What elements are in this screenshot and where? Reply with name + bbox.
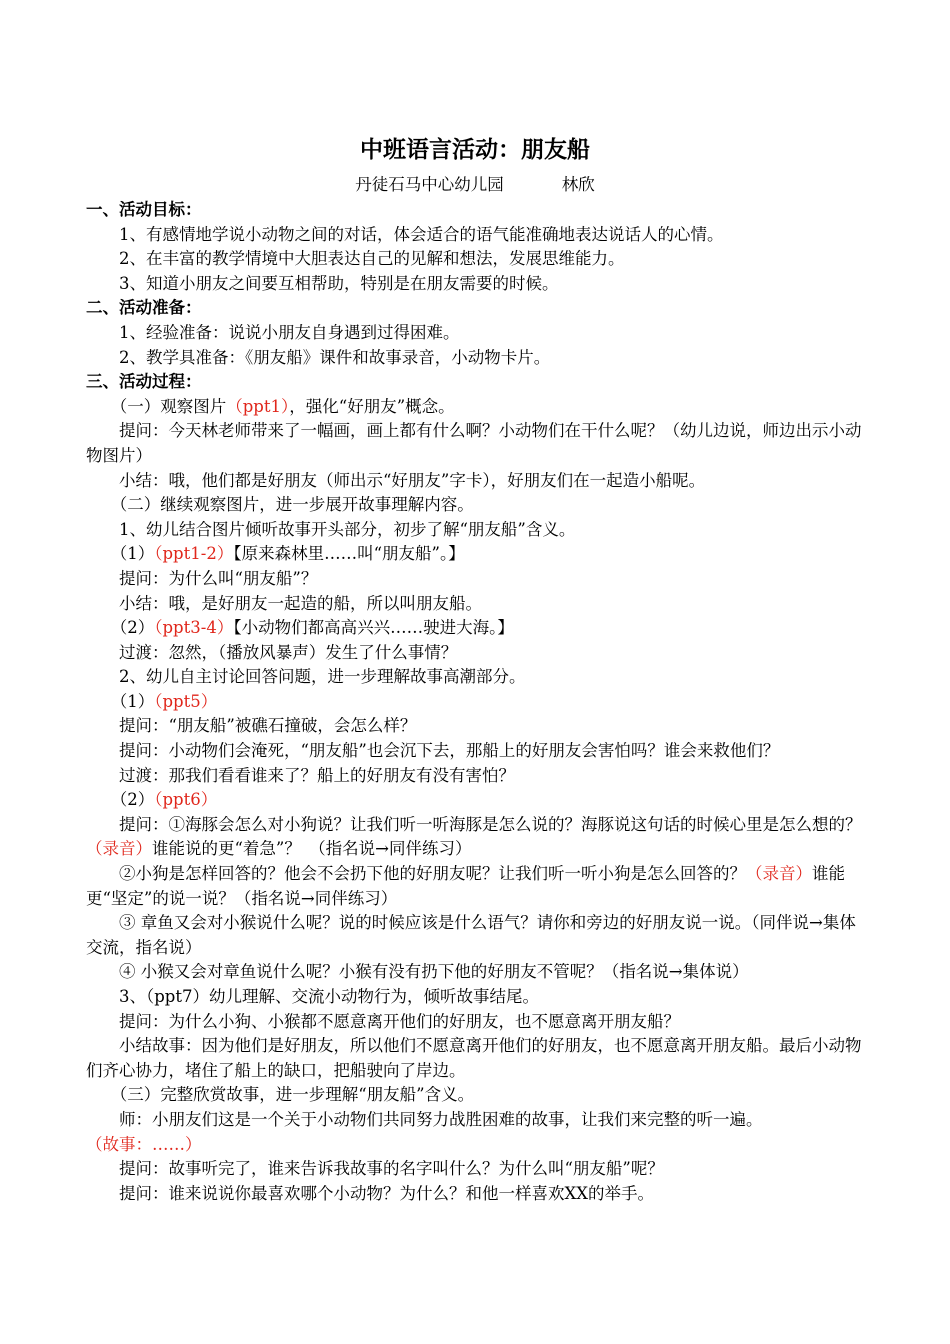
ppt-annotation: （ppt6）: [154, 790, 218, 810]
recording-annotation: （录音）: [86, 839, 152, 859]
process-line: （2）（ppt3-4）【小动物们都高高兴兴……驶进大海。】: [110, 618, 514, 638]
process-line: ④ 小猴又会对章鱼说什么呢？小猴有没有扔下他的好朋友不管呢？（指名说→集体说）: [119, 962, 749, 982]
ppt-annotation: （ppt5）: [154, 691, 218, 711]
prep-item: 2、教学具准备：《朋友船》课件和故事录音，小动物卡片。: [119, 347, 551, 367]
process-line: （2）（ppt6）: [110, 790, 218, 810]
process-line: 提问：故事听完了，谁来告诉我故事的名字叫什么？为什么叫“朋友船”呢？: [119, 1159, 664, 1179]
document-page: [86, 132, 864, 1206]
process-line: （二）继续观察图片，进一步展开故事理解内容。: [110, 495, 474, 515]
process-line: （一）观察图片（ppt1），强化“好朋友”概念。: [110, 396, 455, 416]
ppt-annotation: （ppt3-4）: [154, 618, 234, 638]
section-heading-goals: 一、活动目标：: [86, 200, 202, 219]
process-line: 过渡：那我们看看谁来了？船上的好朋友有没有害怕？: [119, 765, 515, 785]
process-line: 提问：“朋友船”被礁石撞破，会怎么样？: [119, 716, 417, 736]
story-annotation: （故事：……）: [86, 1134, 202, 1154]
school-name: 丹徒石马中心幼儿园: [355, 175, 504, 194]
process-line: 2、幼儿自主讨论回答问题，进一步理解故事高潮部分。: [119, 667, 526, 687]
process-line: （1）（ppt5）: [110, 691, 218, 711]
process-line: 师：小朋友们这是一个关于小动物们共同努力战胜困难的故事，让我们来完整的听一遍。（故事：……）: [86, 1109, 763, 1154]
process-line: 过渡：忽然，（播放风暴声）发生了什么事情？: [119, 642, 458, 662]
process-line: 1、幼儿结合图片倾听故事开头部分，初步了解“朋友船”含义。: [119, 519, 576, 539]
process-line: ③ 章鱼又会对小猴说什么呢？说的时候应该是什么语气？请你和旁边的好朋友说一说。（同伴说→集体交流，指名说）: [86, 913, 856, 957]
process-line: 3、（ppt7）幼儿理解、交流小动物行为，倾听故事结尾。: [119, 987, 540, 1006]
byline: [86, 172, 864, 198]
ppt-annotation: （ppt1-2）: [154, 544, 234, 564]
section-heading-process: 三、活动过程：: [86, 372, 202, 392]
process-line: ②小狗是怎样回答的？他会不会扔下他的好朋友呢？让我们听一听小狗是怎么回答的？（录音）谁能更“坚定”的说一说？（指名说→同伴练习）: [86, 864, 845, 908]
process-line: 小结：哦，是好朋友一起造的船，所以叫朋友船。: [119, 593, 482, 613]
prep-item: 1、经验准备：说说小朋友自身遇到过得困难。: [119, 322, 460, 342]
process-line: 提问：为什么叫“朋友船”？: [119, 568, 318, 588]
process-line: （三）完整欣赏故事，进一步理解“朋友船”含义。: [110, 1085, 475, 1105]
author-name: 林欣: [561, 175, 595, 194]
process-line: 提问：今天林老师带来了一幅画，画上都有什么啊？小动物们在干什么呢？（幼儿边说，师边出示小动物图片）: [86, 421, 862, 465]
goal-item: 1、有感情地学说小动物之间的对话，体会适合的语气能准确地表达说话人的心情。: [119, 224, 724, 244]
page-title: 中班语言活动：朋友船: [360, 137, 590, 163]
ppt-annotation: （ppt1）: [226, 396, 290, 416]
process-line: 提问：小动物们会淹死，“朋友船”也会沉下去，那船上的好朋友会害怕吗？谁会来救他们？: [119, 741, 780, 761]
process-line: （1）（ppt1-2）【原来森林里……叫“朋友船”。】: [110, 544, 465, 564]
goal-item: 3、知道小朋友之间要互相帮助，特别是在朋友需要的时候。: [119, 273, 559, 293]
process-line: 小结：哦，他们都是好朋友（师出示“好朋友”字卡），好朋友们在一起造小船呢。: [119, 470, 706, 490]
recording-annotation: （录音）: [746, 864, 812, 884]
process-line: 提问：谁来说说你最喜欢哪个小动物？为什么？和他一样喜欢XX的举手。: [119, 1183, 654, 1203]
goal-item: 2、在丰富的教学情境中大胆表达自己的见解和想法，发展思维能力。: [119, 249, 625, 269]
process-line: 提问：①海豚会怎么对小狗说？让我们听一听海豚是怎么说的？海豚说这句话的时候心里是怎么想的？（录音）谁能说的更“着急”？ （指名说→同伴练习）: [86, 814, 862, 859]
process-line: 小结故事：因为他们是好朋友，所以他们不愿意离开他们的好朋友，也不愿意离开朋友船。最后小动物们齐心协力，堵住了船上的缺口，把船驶向了岸边。: [86, 1036, 862, 1080]
section-heading-preparation: 二、活动准备：: [86, 298, 202, 318]
process-line: 提问：为什么小狗、小猴都不愿意离开他们的好朋友，也不愿意离开朋友船？: [119, 1011, 680, 1031]
